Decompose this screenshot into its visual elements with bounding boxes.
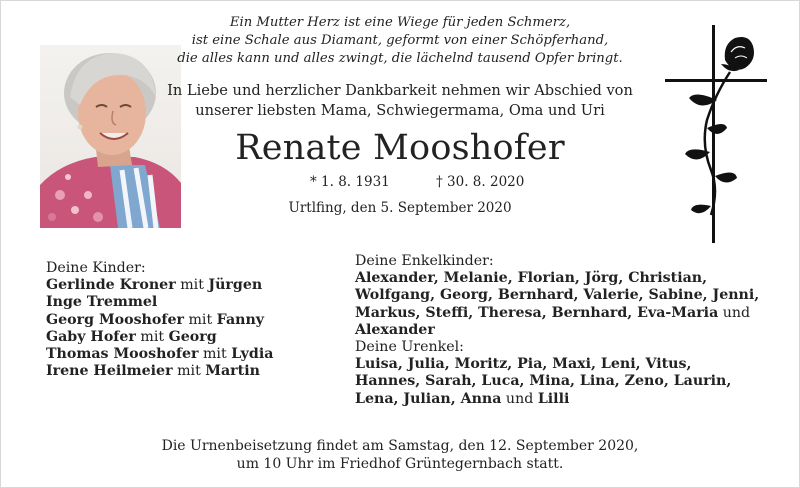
list-item [355,305,765,322]
partner-name: Fanny [216,311,265,328]
child-name: Thomas Mooshofer [46,346,199,363]
intro-text [160,81,640,121]
list-item [355,322,765,339]
list-item [46,312,326,329]
list-item [355,356,765,373]
list-item [46,294,326,311]
with-text: mit [183,311,217,328]
great-grandchildren-heading: Deine Urenkel: [355,339,464,356]
names-plain: und [718,304,751,321]
poem-line-1: Ein Mutter Herz ist eine Wiege für jeden Schmerz, [229,15,571,30]
names-bold: Markus, Steffi, Theresa, Bernhard, Eva-Maria [355,304,719,321]
child-name: Irene Heilmeier [46,363,173,380]
grandchildren-list [355,253,765,408]
birth-date: * 1. 8. 1931 [310,174,390,190]
child-name: Georg Mooshofer [46,311,184,328]
children-list [46,260,326,380]
partner-name: Jürgen [208,277,263,294]
names-bold: Hannes, Sarah, Luca, Mina, Lina, Zeno, Laurin, [355,373,732,390]
funeral-notice [120,437,680,473]
place-and-date: Urtlfing, den 5. September 2020 [288,200,512,216]
life-dates [160,172,640,192]
list-item [46,346,326,363]
partner-name: Martin [205,363,260,380]
list-item [355,391,765,408]
child-name: Gaby Hofer [46,328,136,345]
list-item [46,277,326,294]
names-bold: Wolfgang, Georg, Bernhard, Valerie, Sabine, Jenni, [355,287,760,304]
cross-with-rose-icon [655,20,770,245]
funeral-line-1: Die Urnenbeisetzung findet am Samstag, den 12. September 2020, [161,438,639,454]
with-text: mit [172,363,206,380]
poem-line-2: ist eine Schale aus Diamant, geformt von einer Schöpferhand, [191,33,609,48]
partner-name: Lydia [231,346,274,363]
with-text: mit [175,277,209,294]
funeral-line-2: um 10 Uhr im Friedhof Grüntegernbach statt. [236,456,564,472]
names-bold: Alexander, Melanie, Florian, Jörg, Christian, [355,270,708,287]
poem [160,14,640,68]
poem-line-3: die alles kann und alles zwingt, die lächelnd tausend Opfer bringt. [177,51,623,66]
with-text: mit [135,328,169,345]
intro-line-1: In Liebe und herzlicher Dankbarkeit nehmen wir Abschied von [167,82,633,99]
list-item [46,329,326,346]
names-tail: Lilli [537,390,570,407]
deceased-name: Renate Mooshofer [235,128,565,168]
partner-name: Georg [168,328,217,345]
intro-line-2: unserer liebsten Mama, Schwiegermama, Oma und Uri [195,102,605,119]
child-name: Inge Tremmel [46,294,158,311]
names-bold: Luisa, Julia, Moritz, Pia, Maxi, Leni, Vitus, [355,356,692,373]
list-item [355,287,765,304]
death-date: † 30. 8. 2020 [436,174,525,190]
list-item [46,363,326,380]
children-heading: Deine Kinder: [46,260,146,276]
child-name: Gerlinde Kroner [46,277,176,294]
grandchildren-heading: Deine Enkelkinder: [355,253,494,269]
list-item [355,373,765,390]
names-bold: Lena, Julian, Anna [355,390,502,407]
names-plain: und [501,390,538,407]
names-bold: Alexander [355,321,435,338]
with-text: mit [198,346,232,363]
list-item [355,270,765,287]
